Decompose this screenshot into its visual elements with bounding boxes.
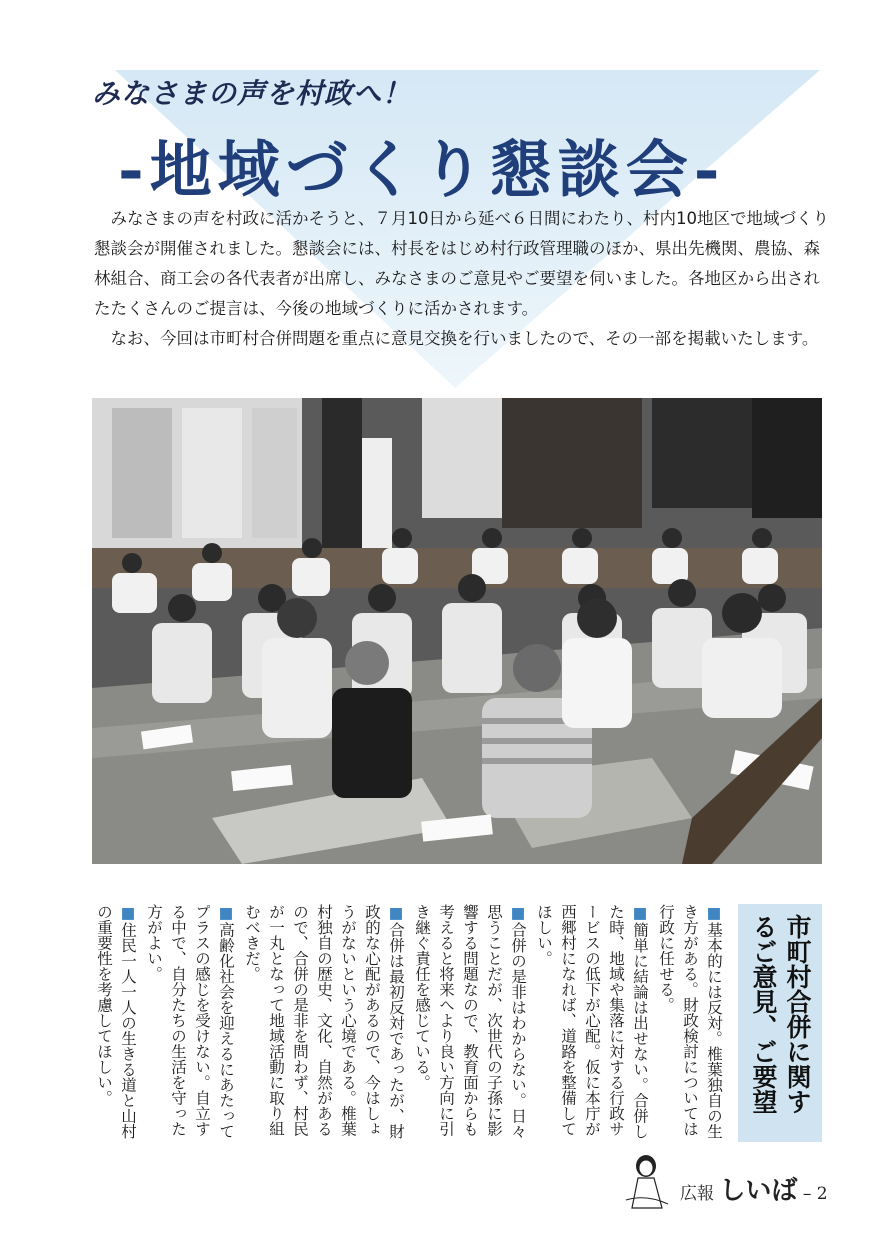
list-item bbox=[410, 904, 530, 1144]
bullet-icon: ■ bbox=[509, 904, 527, 922]
comment-text: 基本的には反対。椎葉独自の生き方がある。財政検討については行政に任せる。 bbox=[657, 904, 723, 1139]
footer-label-main: しいば bbox=[719, 1176, 798, 1206]
comment-list bbox=[92, 904, 726, 1144]
list-item bbox=[142, 904, 238, 1144]
bullet-icon: ■ bbox=[705, 904, 723, 922]
list-item bbox=[654, 904, 726, 1144]
bullet-icon: ■ bbox=[217, 904, 235, 922]
page-number: – 2 bbox=[802, 1184, 828, 1204]
comment-text: 住民一人一人の生きる道と山村の重要性を考慮してほしい。 bbox=[95, 904, 137, 1139]
bullet-icon: ■ bbox=[631, 904, 649, 922]
bullet-icon: ■ bbox=[119, 904, 137, 922]
list-item bbox=[240, 904, 408, 1144]
comment-text: 簡単に結論は出せない。合併した時、地域や集落に対する行政サービスの低下が心配。仮に本庁が西郷村になれば、道路を整備してほしい。 bbox=[535, 904, 649, 1139]
footer-label-prefix: 広報 bbox=[680, 1184, 714, 1204]
intro-paragraph-2: なお、今回は市町村合併問題を重点に意見交換を行いましたので、その一部を掲載いたします。 bbox=[110, 329, 819, 348]
list-item bbox=[92, 904, 140, 1144]
meeting-photo bbox=[92, 398, 822, 864]
footer-label bbox=[680, 1170, 828, 1207]
header-lead: みなさまの声を村政へ！ bbox=[92, 77, 412, 110]
section-heading-line-2: るご意見、ご要望 bbox=[749, 914, 778, 1114]
intro-text bbox=[94, 204, 830, 354]
mascot-icon bbox=[620, 1150, 672, 1210]
comment-text: 高齢化社会を迎えるにあたってプラスの感じを受けない。自立する中で、自分たちの生活を守った方がよい。 bbox=[145, 904, 235, 1139]
comment-section bbox=[90, 904, 822, 1144]
page-title: -地域づくり懇談会- bbox=[118, 133, 726, 206]
intro-paragraph-1: みなさまの声を村政に活かそうと、７月10日から延べ６日間にわたり、村内10地区で地域づくり懇談会が開催されました。懇談会には、村長をはじめ村行政管理職のほか、県出先機関、農協、森林組合、商工会の各代表者が出席し、みなさまのご意見やご要望を伺いました。各地区から出されたたくさんのご提言は、今後の地域づくりに活かされます。 bbox=[94, 209, 829, 318]
comment-text: 合併は最初反対であったが、財政的な心配があるので、今はしょうがないという心境である。椎葉村独自の歴史、文化、自然があるので、合併の是非を問わず、村民が一丸となって地域活動に取り組むべきだ。 bbox=[243, 904, 405, 1139]
list-item bbox=[532, 904, 652, 1144]
bullet-icon: ■ bbox=[387, 904, 405, 922]
section-heading bbox=[738, 904, 822, 1142]
page-footer bbox=[620, 1150, 840, 1210]
section-heading-line-1: 市町村合併に関す bbox=[783, 914, 812, 1114]
comment-text: 合併の是非はわからない。日々思うことだが、次世代の子孫に影響する問題なので、教育面からも考えると将来へより良い方向に引き継ぐ責任を感じている。 bbox=[413, 904, 527, 1139]
